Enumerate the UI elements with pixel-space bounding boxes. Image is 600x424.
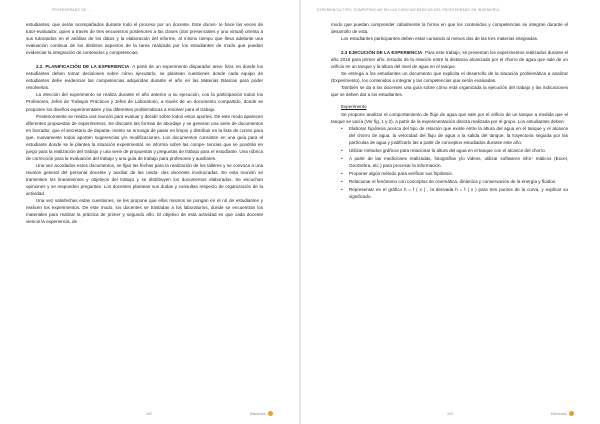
running-head: PROFESORADO DE ... bbox=[52, 8, 92, 12]
task-list bbox=[331, 125, 568, 200]
right-page bbox=[301, 0, 600, 424]
paragraph: Posteriormente se realiza una reunión para evaluar y decidir sobre todos estos aportes. De este modo aparecen diferentes propuestas de experimentos. Se discuten las formas de abordaje y se generan una serie de documentos en borrador, que el secretario de departa- mento se encarga de pasar en limpio y distribuir en la lista de correo para que, nuevamente todos aporten sugerencias y/o modificaciones. Los documentos consisten en una guía para el estudiante donde se le plantea la situación experimental, se informa sobre las compe- tencias que se pondrán en juego para la realización del trabajo y una serie de propuestas y preguntas de trabajo para el estudiante. Una rúbrica de corrección para la evaluación del trabajo y una guía de trabajo para profesores y auxiliares. bbox=[26, 113, 263, 161]
page-number: 102 bbox=[146, 412, 152, 416]
text-column bbox=[26, 21, 263, 225]
list-item: • Proponer algún método para verificar sus hipótesis. bbox=[343, 170, 568, 177]
list-item: • A partir de las mediciones realizadas, fotografías y/o videos, utilizar softwares infor- máticos (Excel, GeoGebra, etc.) para procesar la información. bbox=[343, 155, 568, 169]
publisher-logo bbox=[250, 411, 273, 416]
paragraph: Los estudiantes participantes deben estar cursando al menos dos de las tres materias integradas. bbox=[341, 36, 539, 42]
paragraph: También se da a los docentes una guía sobre cómo está organizada la ejecución del trabajo y las indicaciones que se deben dar a los estudiantes. bbox=[331, 85, 568, 98]
section-paragraph bbox=[26, 63, 263, 91]
experiment-heading: Experimento bbox=[341, 104, 367, 110]
publisher-icon bbox=[569, 411, 574, 416]
paragraph: La elección del experimento se realiza durante el año anterior a su ejecución, con la participación todos los Profesores, Jefes de Trabajos Prácticos y Jefes de Laboratorio, a través de un documento compartido, donde se proponen los diseños experimentales y las diferentes problemáticas a resolver para el trabajo. bbox=[26, 92, 263, 112]
paragraph: estudiantes, que serán acompañados durante todo el proceso por un docente. Este docen- te hace las veces de tutor-evaluador, quien a través de tres encuentros posteriores a las clases (dos presenciales y uno virtual) orienta a sus tutorandos en el análisis de los datos y la elaboración del informe, al mismo tiempo que lleva adelante una evaluación continua de los distintos aspectos de la tarea realizada por los estudiantes de modo que puedan evidenciar la integración de contenidos y competencias. bbox=[26, 22, 263, 56]
text-column bbox=[331, 21, 568, 201]
list-item: • Relacionar el fenómeno con conceptos de cinemática, dinámica y conservación de la energía y fluidos. bbox=[343, 178, 568, 185]
section-title: 2.2. PLANIFICACIÓN DE LA EXPERIENCIA bbox=[36, 64, 130, 70]
publisher-icon bbox=[268, 411, 273, 416]
paragraph: modo que puedan comprender cabalmente la forma en que los contenidos y competencias se integran durante el desarrollo de esta. bbox=[331, 22, 568, 35]
publisher-name: Ediciones bbox=[551, 411, 567, 416]
publisher-name: Ediciones bbox=[250, 411, 266, 416]
running-head: EXPERIENCIA TIPO: COMPETENCIAS EN LAS CIENCIAS BÁSICAS DEL PROFESORADO EN INGENIERÍA bbox=[317, 8, 500, 12]
page-number: 103 bbox=[447, 412, 453, 416]
left-page bbox=[0, 0, 299, 424]
publisher-logo bbox=[551, 411, 574, 416]
section-paragraph bbox=[331, 49, 568, 70]
paragraph: Se entrega a los estudiantes un documento que explicita el desarrollo de la situación problemática a analizar (Experimento), los contenidos a integrar y las competencias que serán evaluadas. bbox=[331, 71, 568, 84]
section-title: 2.3 EJECUCIÓN DE LA EXPERIENCIA bbox=[341, 50, 423, 56]
list-item: • Representar en el gráfico h = f ( x ) , la derivada h = f ( x ) para tres puntos de la curva, y explicar su significado. bbox=[343, 186, 568, 200]
list-item: • Utilizar métodos gráficos para relacionar la altura del agua en el tanque con el alcance del chorro. bbox=[343, 147, 568, 154]
paragraph: Se propone analizar el comportamiento de flujo de agua que sale por el orificio de un tanque a medida que el tanque se vacía (Ver fig. 1 y 2), a partir de la experimentación directa realizada por el grupo. Los estudiantes deben: bbox=[331, 111, 568, 124]
paragraph: Una vez satisfechas estas cuestiones, se les propone que ellos mismos se pongan en el rol de estudiantes y realicen los experimentos. De este modo, los docentes se trasladan a los laboratorios, donde se encuentran los materiales para realizar la práctica de primer y segundo año. El objetivo de esta actividad es que cada docente viencie la experiencia, de bbox=[26, 198, 263, 225]
section-text: · A partir de un experimento disparador area- lizar, en donde los estudiantes deben tomar decisiones sobre cómo ejecutarlo, se plantean cuestiones donde cada equipo de estudiantes debe evidenciar las competencias adquiridas durante el año en las Materias Básicas para poder resolverlas. bbox=[26, 64, 263, 91]
section-text: · Para este trabajo, se presentan los experimentos realizados durante el año 2016 para primer año. Estudio de la relación entre la distancia alcanzada por el chorro de agua que sale de un orificio en un tanque y la altura del nivel de agua en el tanque. bbox=[331, 50, 568, 70]
paragraph: Una vez acordados estos documentos, se fijan las fechas para la realización de los talleres y se convoca a una reunión general del personal docente y auxiliar de las unida- des docentes involucradas. En esta reunión se transmiten los lineamientos y objetivos del trabajo y se distribuyen los documentos elaborados. Se escuchan opiniones y se responden preguntas. Los docentes plantean sus dudas y consultas respecto de organización de la actividad. bbox=[26, 162, 263, 197]
list-item: • Elaborar hipótesis acerca del tipo de relación que existe entre la altura del agua en el tanque y el alcance del chorro de agua, la velocidad del flujo de agua a la salida del tanque, la trayectoria seguida por las partículas de agua y justificarlo las a partir de conceptos estudiados durante este año. bbox=[343, 125, 568, 146]
